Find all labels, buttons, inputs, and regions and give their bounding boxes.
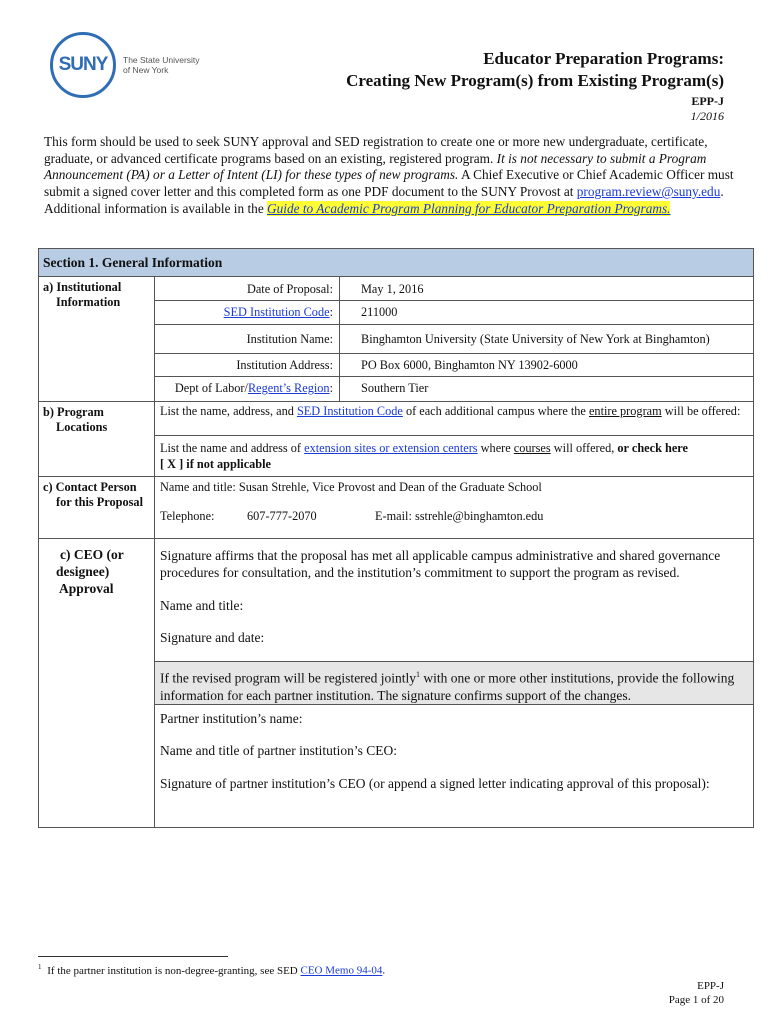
label-a-line1: a) Institutional bbox=[43, 280, 122, 294]
extension-instructions bbox=[160, 441, 688, 456]
form-date: 1/2016 bbox=[690, 109, 724, 123]
institutional-info-label bbox=[43, 280, 121, 310]
footer-form-code: EPP-J bbox=[697, 980, 724, 992]
not-applicable-checkbox[interactable]: [ X ] if not applicable bbox=[160, 457, 272, 471]
logo-mark-text: SUNY bbox=[58, 54, 108, 75]
form-code: EPP-J bbox=[691, 94, 724, 108]
sed-code-link-2[interactable]: SED Institution Code bbox=[296, 404, 403, 418]
campus-text-pre: List the name, address, and bbox=[160, 404, 294, 418]
logo-line2: of New York bbox=[123, 65, 169, 75]
row-divider bbox=[155, 435, 753, 436]
campus-text-underlined: entire program bbox=[588, 404, 662, 418]
header-title-line2: Creating New Program(s) from Existing Program(s) bbox=[346, 71, 724, 90]
telephone-value: 607-777-2070 bbox=[247, 509, 317, 523]
campus-text-mid: of each additional campus where the bbox=[405, 404, 586, 418]
region-label bbox=[175, 381, 333, 396]
ceo-name-title-field[interactable]: Name and title: bbox=[160, 598, 244, 613]
suny-logo-mark bbox=[50, 32, 116, 98]
intro-text-italic: It is not necessary to submit a Program Announcement (PA) or a Letter of Intent (LI) for these types of new programs. bbox=[44, 150, 707, 183]
regents-region-link[interactable]: Regent’s Region bbox=[247, 381, 330, 395]
row-divider bbox=[155, 324, 753, 325]
footnote-number: 1 bbox=[38, 963, 42, 971]
provost-email-link[interactable]: program.review@suny.edu bbox=[576, 184, 721, 200]
section-divider bbox=[39, 476, 753, 477]
ceo-signature-date-field[interactable]: Signature and date: bbox=[160, 630, 265, 645]
section-divider bbox=[39, 401, 753, 402]
label-d-line3: Approval bbox=[59, 581, 114, 596]
sed-code-colon: : bbox=[329, 305, 333, 319]
general-information-form bbox=[38, 248, 754, 828]
intro-paragraph bbox=[44, 134, 734, 218]
joint-text-post: with one or more other institutions, provide the following information for each partner institution. The signature confirms support of the changes. bbox=[160, 670, 735, 703]
ext-text-pre: List the name and address of bbox=[160, 441, 302, 455]
suny-logo bbox=[50, 32, 210, 98]
contact-person-label bbox=[43, 480, 143, 510]
contact-email: E-mail: sstrehle@binghamton.edu bbox=[375, 509, 544, 523]
partner-ceo-field[interactable]: Name and title of partner institution’s CEO: bbox=[160, 743, 397, 758]
document-header bbox=[346, 48, 724, 124]
joint-registration-text bbox=[160, 666, 740, 704]
footnote-ref: 1 bbox=[416, 670, 421, 679]
row-divider bbox=[155, 300, 753, 301]
footnote bbox=[38, 963, 385, 977]
page-number: Page 1 of 20 bbox=[668, 994, 724, 1006]
extension-sites-link[interactable]: extension sites or extension centers bbox=[304, 441, 478, 455]
campus-text-post: will be offered: bbox=[664, 404, 741, 418]
region-label-colon: : bbox=[329, 381, 333, 395]
field-value-divider bbox=[339, 277, 340, 401]
ext-text-bold: or check here bbox=[617, 441, 688, 455]
intro-text-3: A Chief Executive or Chief Academic Officer must submit a signed cover letter and this completed form as one PDF document to the SUNY Provost at bbox=[44, 167, 734, 200]
header-title-line1: Educator Preparation Programs: bbox=[483, 49, 724, 68]
sed-code-value: 211000 bbox=[361, 305, 398, 319]
label-b-line1: b) Program bbox=[43, 405, 104, 419]
label-d-line2: designee) bbox=[56, 564, 110, 579]
approval-statement: Signature affirms that the proposal has met all applicable campus administrative and shared governance procedures for consultation, and the institution’s commitment to support the program as revised. bbox=[160, 548, 721, 580]
label-c-line1: c) Contact Person bbox=[43, 480, 137, 494]
intro-text-4: . Additional information is available in the bbox=[44, 184, 724, 216]
page-footer bbox=[669, 979, 724, 1007]
footnote-text: If the partner institution is non-degree-granting, see SED bbox=[47, 964, 298, 977]
campus-instructions bbox=[160, 404, 740, 419]
label-b-line2: Locations bbox=[56, 420, 108, 434]
logo-wordmark bbox=[123, 55, 200, 75]
label-c-line2: for this Proposal bbox=[56, 495, 143, 509]
joint-text-pre: If the revised program will be registered jointly bbox=[160, 670, 417, 686]
section-1-heading: Section 1. General Information bbox=[39, 249, 753, 277]
institution-name-label: Institution Name: bbox=[246, 332, 333, 346]
region-label-pre: Dept of Labor/ bbox=[174, 381, 248, 395]
program-locations-label bbox=[43, 405, 107, 435]
region-value: Southern Tier bbox=[361, 381, 429, 395]
ext-text-post: will offered, bbox=[553, 441, 615, 455]
ceo-memo-link[interactable]: CEO Memo 94-04 bbox=[300, 964, 383, 977]
telephone-label: Telephone: bbox=[160, 509, 215, 523]
contact-name-title: Name and title: Susan Strehle, Vice Provost and Dean of the Graduate School bbox=[160, 480, 542, 494]
institution-address-label: Institution Address: bbox=[236, 358, 333, 372]
ceo-approval-label bbox=[43, 546, 124, 597]
partner-name-field[interactable]: Partner institution’s name: bbox=[160, 711, 303, 726]
footnote-period: . bbox=[382, 964, 386, 977]
sed-code-label bbox=[224, 305, 333, 320]
intro-text-1: This form should be used to seek SUNY approval and SED registration to create one or more new undergraduate, certificate, graduate, or advanced certificate programs based on an existing, registered program. bbox=[44, 134, 708, 166]
section-divider bbox=[39, 538, 753, 539]
ext-text-underlined: courses bbox=[513, 441, 551, 455]
row-divider bbox=[155, 704, 753, 705]
label-a-line2: Information bbox=[56, 295, 121, 309]
guide-link[interactable]: Guide to Academic Program Planning for Educator Preparation Programs. bbox=[267, 200, 671, 216]
logo-line1: The State University bbox=[123, 55, 200, 65]
sed-code-link[interactable]: SED Institution Code bbox=[223, 305, 330, 319]
institution-address-value: PO Box 6000, Binghamton NY 13902-6000 bbox=[361, 358, 578, 372]
date-of-proposal-value: May 1, 2016 bbox=[361, 282, 424, 296]
partner-signature-field[interactable]: Signature of partner institution’s CEO (or append a signed letter indicating approval of this proposal): bbox=[160, 776, 710, 791]
row-divider bbox=[155, 376, 753, 377]
institution-name-value: Binghamton University (State University of New York at Binghamton) bbox=[361, 332, 710, 346]
footnote-separator bbox=[38, 956, 228, 957]
date-label: Date of Proposal: bbox=[246, 282, 333, 296]
row-divider bbox=[155, 353, 753, 354]
label-d-line1: c) CEO (or bbox=[60, 547, 124, 562]
ext-text-mid: where bbox=[480, 441, 511, 455]
label-column-divider bbox=[154, 277, 155, 828]
